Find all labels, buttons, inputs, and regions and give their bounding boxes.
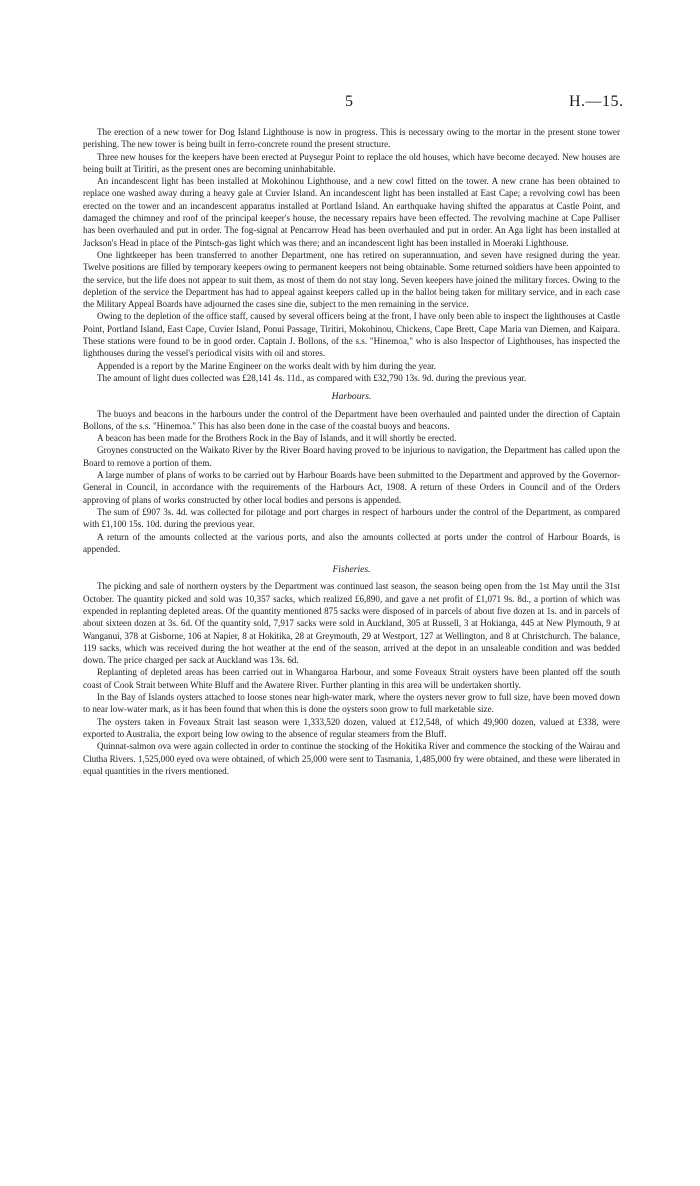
lighthouses-section <box>83 126 620 384</box>
paragraph: Owing to the depletion of the office staff, caused by several officers being at the front, I have only been able to inspect the lighthouses at Castle Point, Portland Island, East Cape, Cuvier Island, Ponui Passage, Tiritiri, Mokohinou, Chickens, Cape Brett, Cape Maria van Diemen, and Kaipara. These stations were found to be in good order. Captain J. Bollons, of the s.s. "Hinemoa," who is also Inspector of Lighthouses, has inspected the lighthouses during the vessel's periodical visits with oil and stores. <box>83 311 620 359</box>
paragraph: A large number of plans of works to be carried out by Harbour Boards have been submitted to the Department and approved by the Governor-General in Council, in accordance with the requirements of the Harbours Act, 1908. A return of these Orders in Council and of the Orders approving of plans of works constructed by other local bodies and persons is appended. <box>83 470 620 505</box>
paragraph: A beacon has been made for the Brothers Rock in the Bay of Islands, and it will shortly be erected. <box>97 433 457 444</box>
harbours-section <box>83 391 620 555</box>
page-bottom-margin <box>0 1060 700 1186</box>
paragraph: An incandescent light has been installed at Mokohinou Lighthouse, and a new cowl fitted on the tower. A new crane has been obtained to replace one washed away during a heavy gale at Cuvier Island. An incandescent light has been installed at East Cape; a revolving cowl has been erected on the tower and an incandescent apparatus installed at Portland Island. An earthquake having shifted the apparatus at Castle Point, and damaged the chimney and roof of the principal keeper's house, the necessary repairs have been effected. The revolving machine at Cape Palliser has been overhauled and put in order. The fog-signal at Pencarrow Head has been overhauled and put in order. An Aga light has been installed at Jackson's Head in place of the Pintsch-gas light which was there; and an incandescent light has been installed in Moeraki Lighthouse. <box>83 176 620 248</box>
section-heading-fisheries: Fisheries. <box>332 564 371 576</box>
page-number: 5 <box>345 93 354 110</box>
document-reference: H.—15. <box>569 93 624 110</box>
paragraph: The oysters taken in Foveaux Strait last season were 1,333,520 dozen, valued at £12,548, of which 49,900 dozen, valued at £338, were exported to Australia, the export being low owing to the absence of regular steamers from the Bluff. <box>83 716 620 739</box>
section-heading-harbours: Harbours. <box>331 391 372 403</box>
page-body <box>83 126 620 777</box>
paragraph: One lightkeeper has been transferred to another Department, one has retired on superannuation, and seven have resigned during the year. Twelve positions are filled by temporary keepers owing to permanent keepers not being obtainable. Some returned soldiers have been appointed to the service, but the life does not appear to suit them, as most of them do not stay long. Seven keepers have joined the military forces. Owing to the depletion of the service the Department has had to appeal against keepers called up in the ballot being taken for military service, and in each case the Military Appeal Boards have adjourned the cases sine die, subject to the men remaining in the service. <box>83 249 620 310</box>
paragraph: Replanting of depleted areas has been carried out in Whangaroa Harbour, and some Foveaux Strait oysters have been planted off the south coast of Cook Strait between White Bluff and the Awatere River. Further planting in this area will be undertaken shortly. <box>83 667 620 690</box>
fisheries-section <box>83 564 620 777</box>
paragraph: A return of the amounts collected at the various ports, and also the amounts collected at ports under the control of Harbour Boards, is appended. <box>83 531 620 554</box>
paragraph: The picking and sale of northern oysters by the Department was continued last season, the season being open from the 1st May until the 31st October. The quantity picked and sold was 10,357 sacks, which realized £6,890, and gave a net profit of £1,071 9s. 8d., a portion of which was expended in replanting depleted areas. Of the quantity mentioned 875 sacks were disposed of in parcels of about five dozen at 1s. and in parcels of about sixteen dozen at 3s. 6d. Of the quantity sold, 7,917 sacks were sold in Auckland, 305 at Russell, 3 at Hokianga, 445 at New Plymouth, 9 at Wanganui, 378 at Gisborne, 106 at Napier, 8 at Hokitika, 28 at Greymouth, 29 at Westport, 127 at Wellington, and 8 at Christchurch. The balance, 119 sacks, which was received during the hot weather at the end of the season, arrived at the depot in an unsaleable condition and was bedded down. The price charged per sack at Auckland was 13s. 6d. <box>83 581 620 666</box>
paragraph: The sum of £907 3s. 4d. was collected for pilotage and port charges in respect of harbours under the control of the Department, as compared with £1,100 15s. 10d. during the previous year. <box>83 506 620 530</box>
paragraph: In the Bay of Islands oysters attached to loose stones near high-water mark, where the oysters never grow to full size, have been moved down to near low-water mark, as it has been found that when this is done the oysters soon grow to full marketable size. <box>83 692 620 715</box>
paragraph: Groynes constructed on the Waikato River by the River Board having proved to be injurious to navigation, the Department has called upon the Board to remove a portion of them. <box>83 445 620 468</box>
paragraph: The amount of light dues collected was £28,141 4s. 11d., as compared with £32,790 13s. 9d. during the previous year. <box>97 372 527 383</box>
paragraph: Quinnat-salmon ova were again collected in order to continue the stocking of the Hokitika River and commence the stocking of the Wairau and Clutha Rivers. 1,525,000 eyed ova were obtained, of which 25,000 were sent to Tasmania, 1,485,000 fry were obtained, and these were liberated in equal quantities in the rivers mentioned. <box>83 741 620 776</box>
paragraph: Appended is a report by the Marine Engineer on the works dealt with by him during the year. <box>97 360 436 371</box>
paragraph: The buoys and beacons in the harbours under the control of the Department have been overhauled and painted under the direction of Captain Bollons, of the s.s. "Hinemoa." This has also been done in the case of the coastal buoys and beacons. <box>83 408 620 431</box>
paragraph: The erection of a new tower for Dog Island Lighthouse is now in progress. This is necessary owing to the mortar in the present stone tower perishing. The new tower is being built in ferro-concrete round the present structure. <box>83 127 620 150</box>
paragraph: Three new houses for the keepers have been erected at Puysegur Point to replace the old houses, which have become decayed. New houses are being built at Tiritiri, as the present ones are becoming uninhabitable. <box>83 151 620 174</box>
